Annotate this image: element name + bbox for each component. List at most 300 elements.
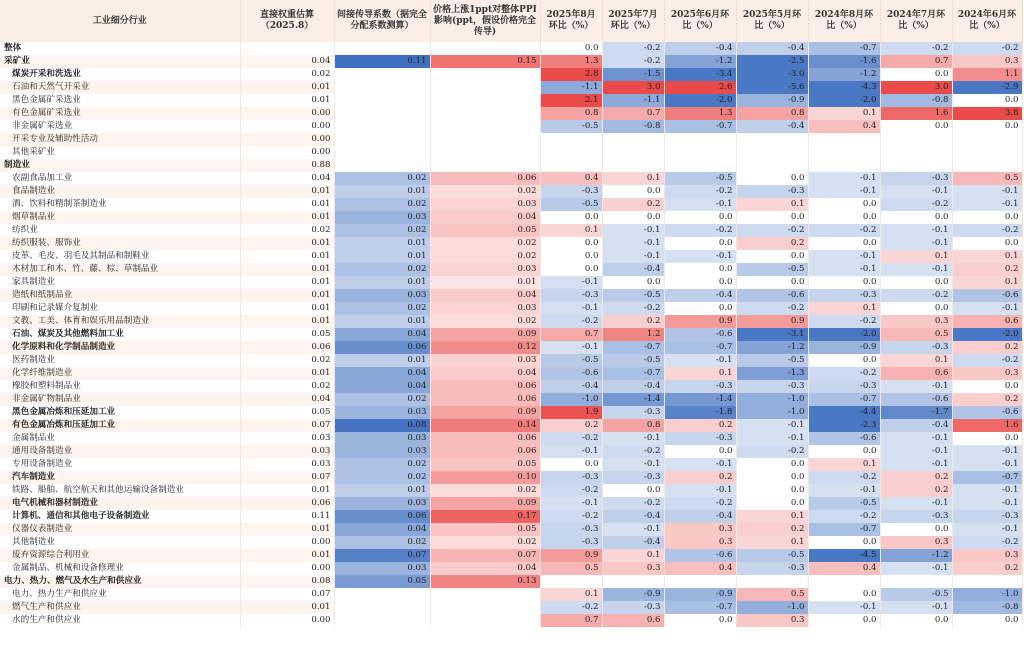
ppi-impact-cell [430,120,540,133]
table-row [0,341,1022,354]
mom-change-cell: 0.0 [602,185,664,198]
mom-change-cell: 0.0 [808,211,880,224]
weight-cell: 0.01 [240,276,334,289]
mom-change-cell: -0.1 [880,562,952,575]
mom-change-cell: 0.2 [664,419,736,432]
mom-change-cell: -1.0 [736,406,808,419]
mom-change-cell: -0.2 [880,198,952,211]
weight-cell: 0.00 [240,107,334,120]
mom-change-cell: -0.4 [664,42,736,55]
mom-change-cell: -0.2 [540,510,602,523]
table-row [0,406,1022,419]
industry-name-cell: 非金属矿采选业 [0,120,240,133]
table-row [0,601,1022,614]
mom-change-cell: 0.0 [540,237,602,250]
table-row [0,68,1022,81]
indirect-coef-cell: 0.02 [334,224,430,237]
table-row [0,237,1022,250]
mom-change-cell: -0.2 [736,445,808,458]
weight-cell: 0.88 [240,159,334,172]
mom-change-cell: -2.0 [808,94,880,107]
mom-change-cell: -0.3 [808,289,880,302]
mom-change-cell [664,133,736,146]
ppi-impact-cell: 0.02 [430,250,540,263]
mom-change-cell: -0.6 [880,393,952,406]
mom-change-cell [808,575,880,588]
indirect-coef-cell: 0.03 [334,289,430,302]
indirect-coef-cell [334,68,430,81]
mom-change-cell: -0.4 [602,536,664,549]
mom-change-cell [540,146,602,159]
mom-change-cell: 0.6 [880,367,952,380]
ppi-impact-cell: 0.09 [430,406,540,419]
mom-change-cell: -1.1 [602,94,664,107]
table-row [0,94,1022,107]
mom-change-cell: 0.2 [664,471,736,484]
table-row [0,432,1022,445]
mom-change-cell: -0.1 [736,432,808,445]
weight-cell: 0.01 [240,237,334,250]
indirect-coef-cell: 0.02 [334,458,430,471]
mom-change-cell: -0.3 [952,510,1022,523]
mom-change-cell [664,146,736,159]
mom-change-cell: -0.3 [880,172,952,185]
table-row [0,614,1022,627]
mom-change-cell: 0.1 [808,302,880,315]
table-row [0,315,1022,328]
industry-name-cell: 石油、煤炭及其他燃料加工业 [0,328,240,341]
mom-change-cell: -0.1 [808,172,880,185]
mom-change-cell: -0.1 [952,198,1022,211]
ppi-impact-cell [430,42,540,55]
weight-cell: 0.01 [240,211,334,224]
indirect-coef-cell: 0.01 [334,276,430,289]
mom-change-cell: -0.1 [808,250,880,263]
mom-change-cell: -0.2 [664,224,736,237]
industry-name-cell: 烟草制品业 [0,211,240,224]
indirect-coef-cell: 0.01 [334,484,430,497]
mom-change-cell [880,575,952,588]
mom-change-cell: -1.0 [952,588,1022,601]
mom-change-cell: 0.0 [664,237,736,250]
mom-change-cell: -0.1 [602,224,664,237]
mom-change-cell: 3.8 [952,107,1022,120]
indirect-coef-cell: 0.03 [334,211,430,224]
ppi-impact-cell: 0.02 [430,315,540,328]
indirect-coef-cell: 0.08 [334,419,430,432]
industry-name-cell: 农副食品加工业 [0,172,240,185]
mom-change-cell: -0.8 [880,94,952,107]
mom-change-cell: -0.1 [952,445,1022,458]
weight-cell: 0.08 [240,575,334,588]
mom-change-cell: 1.3 [540,55,602,68]
mom-change-cell: 0.1 [736,198,808,211]
mom-change-cell: -0.4 [602,263,664,276]
weight-cell: 0.04 [240,55,334,68]
mom-change-cell: 1.2 [602,328,664,341]
mom-change-cell: -0.7 [602,367,664,380]
mom-change-cell: 0.0 [808,536,880,549]
weight-cell: 0.07 [240,471,334,484]
weight-cell: 0.02 [240,68,334,81]
mom-change-cell: -0.4 [880,419,952,432]
indirect-coef-cell [334,614,430,627]
mom-change-cell: -0.5 [540,354,602,367]
mom-change-cell: -0.4 [736,42,808,55]
mom-change-cell: -2.0 [808,328,880,341]
mom-change-cell: -1.2 [808,68,880,81]
mom-change-cell: 0.0 [602,484,664,497]
mom-change-cell: -0.4 [540,380,602,393]
weight-cell: 0.00 [240,614,334,627]
ppi-impact-cell: 0.14 [430,419,540,432]
mom-change-cell: -3.4 [664,68,736,81]
mom-change-cell [808,146,880,159]
mom-change-cell: 0.0 [952,237,1022,250]
mom-change-cell [736,159,808,172]
table-row [0,497,1022,510]
ppi-impact-cell: 0.12 [430,341,540,354]
mom-change-cell: 0.2 [952,263,1022,276]
ppi-impact-cell: 0.05 [430,523,540,536]
mom-change-cell: -0.1 [602,250,664,263]
mom-change-cell: 0.2 [602,198,664,211]
mom-change-cell: 0.0 [664,263,736,276]
mom-change-cell: 0.8 [736,107,808,120]
header-2024-06: 2024年6月环比（%） [952,0,1022,42]
industry-name-cell: 纺织服装、服饰业 [0,237,240,250]
indirect-coef-cell [334,107,430,120]
weight-cell: 0.01 [240,198,334,211]
mom-change-cell: 0.1 [952,250,1022,263]
weight-cell: 0.01 [240,484,334,497]
mom-change-cell: 0.0 [736,250,808,263]
weight-cell: 0.06 [240,497,334,510]
mom-change-cell: -0.1 [952,484,1022,497]
industry-name-cell: 汽车制造业 [0,471,240,484]
industry-name-cell: 电力、热力、燃气及水生产和供应业 [0,575,240,588]
mom-change-cell: -0.2 [540,601,602,614]
table-row [0,380,1022,393]
mom-change-cell: 0.0 [808,198,880,211]
table-row [0,536,1022,549]
ppi-impact-cell: 0.15 [430,55,540,68]
mom-change-cell: -0.5 [880,588,952,601]
mom-change-cell: 0.4 [808,120,880,133]
industry-name-cell: 其他采矿业 [0,146,240,159]
mom-change-cell: -0.1 [808,484,880,497]
mom-change-cell: -0.1 [602,432,664,445]
weight-cell: 0.11 [240,510,334,523]
weight-cell: 0.07 [240,419,334,432]
indirect-coef-cell: 0.03 [334,432,430,445]
mom-change-cell: -0.1 [808,185,880,198]
mom-change-cell: 0.9 [664,315,736,328]
mom-change-cell: -0.1 [880,458,952,471]
mom-change-cell: -0.5 [602,354,664,367]
mom-change-cell: -0.8 [952,601,1022,614]
mom-change-cell: -0.3 [602,471,664,484]
indirect-coef-cell [334,133,430,146]
industry-name-cell: 铁路、船舶、航空航天和其他运输设备制造业 [0,484,240,497]
mom-change-cell: 1.3 [664,107,736,120]
mom-change-cell: 0.0 [664,211,736,224]
mom-change-cell: 0.3 [952,55,1022,68]
ppi-impact-cell [430,133,540,146]
table-row [0,133,1022,146]
mom-change-cell: -0.3 [880,341,952,354]
mom-change-cell [952,133,1022,146]
mom-change-cell: 0.3 [880,315,952,328]
mom-change-cell: -3.1 [736,328,808,341]
indirect-coef-cell [334,146,430,159]
mom-change-cell: -1.0 [736,393,808,406]
mom-change-cell: 0.1 [664,367,736,380]
mom-change-cell: -0.7 [952,471,1022,484]
mom-change-cell [540,159,602,172]
mom-change-cell: -0.1 [952,302,1022,315]
mom-change-cell: -0.1 [664,250,736,263]
mom-change-cell: -0.3 [808,380,880,393]
header-row [0,0,1022,42]
mom-change-cell: 0.1 [880,250,952,263]
mom-change-cell: -0.8 [602,120,664,133]
weight-cell: 0.03 [240,458,334,471]
weight-cell: 0.03 [240,432,334,445]
indirect-coef-cell [334,94,430,107]
table-row [0,81,1022,94]
mom-change-cell: -0.6 [736,289,808,302]
mom-change-cell: 0.0 [880,68,952,81]
mom-change-cell: -0.1 [808,263,880,276]
mom-change-cell: -0.3 [880,510,952,523]
mom-change-cell: 0.0 [540,263,602,276]
table-row [0,263,1022,276]
industry-name-cell: 食品制造业 [0,185,240,198]
mom-change-cell: -0.2 [602,445,664,458]
indirect-coef-cell: 0.07 [334,549,430,562]
mom-change-cell: -0.2 [540,315,602,328]
weight-cell: 0.01 [240,549,334,562]
ppi-impact-cell: 0.04 [430,211,540,224]
table-row [0,523,1022,536]
indirect-coef-cell [334,601,430,614]
mom-change-cell: -0.3 [736,380,808,393]
ppi-impact-cell: 0.03 [430,302,540,315]
mom-change-cell: 0.0 [664,276,736,289]
mom-change-cell: -1.3 [736,367,808,380]
mom-change-cell: -0.2 [602,55,664,68]
industry-name-cell: 造纸和纸制品业 [0,289,240,302]
weight-cell: 0.04 [240,393,334,406]
ppi-impact-cell: 0.02 [430,536,540,549]
ppi-impact-cell: 0.06 [430,380,540,393]
indirect-coef-cell [334,159,430,172]
mom-change-cell: -0.2 [808,367,880,380]
mom-change-cell: 0.0 [808,237,880,250]
mom-change-cell [952,575,1022,588]
mom-change-cell: -0.9 [602,588,664,601]
header-industry: 工业细分行业 [0,0,240,42]
ppi-impact-cell: 0.10 [430,471,540,484]
header-indirect-coef: 间接传导系数（据完全分配系数测算） [334,0,430,42]
mom-change-cell: -1.1 [540,81,602,94]
mom-change-cell: -0.7 [808,523,880,536]
ppi-impact-cell: 0.09 [430,497,540,510]
table-row [0,185,1022,198]
mom-change-cell: -2.5 [736,55,808,68]
mom-change-cell: -0.3 [540,185,602,198]
table-row [0,198,1022,211]
mom-change-cell: -1.2 [880,549,952,562]
industry-name-cell: 文教、工美、体育和娱乐用品制造业 [0,315,240,328]
weight-cell: 0.05 [240,406,334,419]
mom-change-cell: -0.5 [664,172,736,185]
industry-name-cell: 酒、饮料和精制茶制造业 [0,198,240,211]
ppi-impact-cell: 0.06 [430,432,540,445]
mom-change-cell: -0.2 [952,224,1022,237]
table-row [0,276,1022,289]
mom-change-cell: -4.4 [808,406,880,419]
mom-change-cell [880,146,952,159]
mom-change-cell: -0.6 [664,328,736,341]
ppi-impact-cell [430,614,540,627]
mom-change-cell: 0.9 [540,549,602,562]
mom-change-cell: -0.1 [602,523,664,536]
table-row [0,146,1022,159]
industry-name-cell: 其他制造业 [0,536,240,549]
ppi-impact-cell [430,159,540,172]
mom-change-cell: -0.4 [664,289,736,302]
mom-change-cell [602,146,664,159]
mom-change-cell: -0.1 [540,497,602,510]
table-row [0,55,1022,68]
mom-change-cell: 1.6 [952,419,1022,432]
mom-change-cell: 0.1 [880,354,952,367]
mom-change-cell: -0.6 [808,432,880,445]
industry-name-cell: 通用设备制造业 [0,445,240,458]
weight-cell: 0.04 [240,172,334,185]
indirect-coef-cell: 0.11 [334,55,430,68]
mom-change-cell: 0.0 [736,471,808,484]
industry-name-cell: 化学纤维制造业 [0,367,240,380]
table-row [0,549,1022,562]
mom-change-cell: 0.0 [540,250,602,263]
mom-change-cell: 0.0 [880,120,952,133]
mom-change-cell: 0.7 [602,107,664,120]
indirect-coef-cell: 0.02 [334,172,430,185]
weight-cell: 0.01 [240,289,334,302]
mom-change-cell: 3.0 [880,81,952,94]
mom-change-cell: -0.1 [880,497,952,510]
industry-name-cell: 木材加工和木、竹、藤、棕、草制品业 [0,263,240,276]
weight-cell: 0.00 [240,536,334,549]
mom-change-cell: 0.0 [736,211,808,224]
mom-change-cell: 0.0 [602,211,664,224]
mom-change-cell: 0.1 [540,224,602,237]
mom-change-cell [602,575,664,588]
mom-change-cell: 0.2 [880,471,952,484]
mom-change-cell: -0.3 [540,471,602,484]
mom-change-cell: 0.0 [952,380,1022,393]
table-row [0,588,1022,601]
indirect-coef-cell: 0.02 [334,198,430,211]
mom-change-cell [602,159,664,172]
mom-change-cell [664,575,736,588]
mom-change-cell: 0.1 [736,510,808,523]
mom-change-cell: -0.3 [602,406,664,419]
mom-change-cell: -0.2 [664,185,736,198]
indirect-coef-cell: 0.01 [334,185,430,198]
weight-cell: 0.01 [240,250,334,263]
industry-name-cell: 家具制造业 [0,276,240,289]
mom-change-cell: -0.1 [880,445,952,458]
ppi-impact-cell: 0.07 [430,549,540,562]
industry-name-cell: 金属制品、机械和设备修理业 [0,562,240,575]
table-row [0,510,1022,523]
mom-change-cell: -0.1 [880,185,952,198]
indirect-coef-cell: 0.06 [334,510,430,523]
mom-change-cell: -0.2 [736,224,808,237]
mom-change-cell: 0.0 [808,614,880,627]
mom-change-cell: 0.7 [540,614,602,627]
indirect-coef-cell: 0.04 [334,380,430,393]
mom-change-cell: 0.0 [880,614,952,627]
ppi-impact-cell: 0.13 [430,575,540,588]
mom-change-cell: -0.1 [880,263,952,276]
mom-change-cell: -2.3 [808,419,880,432]
industry-name-cell: 开采专业及辅助性活动 [0,133,240,146]
mom-change-cell: -0.1 [952,185,1022,198]
header-2024-07: 2024年7月环比（%） [880,0,952,42]
mom-change-cell [664,159,736,172]
indirect-coef-cell: 0.02 [334,263,430,276]
mom-change-cell: 0.0 [736,172,808,185]
mom-change-cell: 0.0 [602,276,664,289]
mom-change-cell: 0.0 [952,614,1022,627]
mom-change-cell: -0.2 [808,471,880,484]
weight-cell: 0.06 [240,341,334,354]
weight-cell: 0.03 [240,445,334,458]
mom-change-cell: -0.3 [540,289,602,302]
industry-name-cell: 燃气生产和供应业 [0,601,240,614]
mom-change-cell: 0.0 [808,276,880,289]
mom-change-cell: -0.6 [540,367,602,380]
industry-name-cell: 石油和天然气开采业 [0,81,240,94]
mom-change-cell: -4.5 [808,549,880,562]
mom-change-cell: 0.3 [952,367,1022,380]
industry-name-cell: 非金属矿物制品业 [0,393,240,406]
weight-cell: 0.01 [240,263,334,276]
mom-change-cell: 0.4 [808,562,880,575]
mom-change-cell: 2.8 [540,68,602,81]
mom-change-cell: -1.0 [540,393,602,406]
indirect-coef-cell [334,120,430,133]
mom-change-cell: -2.0 [664,94,736,107]
mom-change-cell: -0.1 [540,302,602,315]
mom-change-cell: -0.5 [602,289,664,302]
mom-change-cell: -0.7 [808,42,880,55]
mom-change-cell: 0.1 [540,588,602,601]
mom-change-cell: -0.1 [664,354,736,367]
mom-change-cell: 1.1 [952,68,1022,81]
ppi-impact-cell [430,601,540,614]
mom-change-cell: 0.8 [602,419,664,432]
mom-change-cell: 0.4 [664,562,736,575]
mom-change-cell: 0.0 [664,302,736,315]
mom-change-cell: 0.2 [602,315,664,328]
table-row [0,120,1022,133]
